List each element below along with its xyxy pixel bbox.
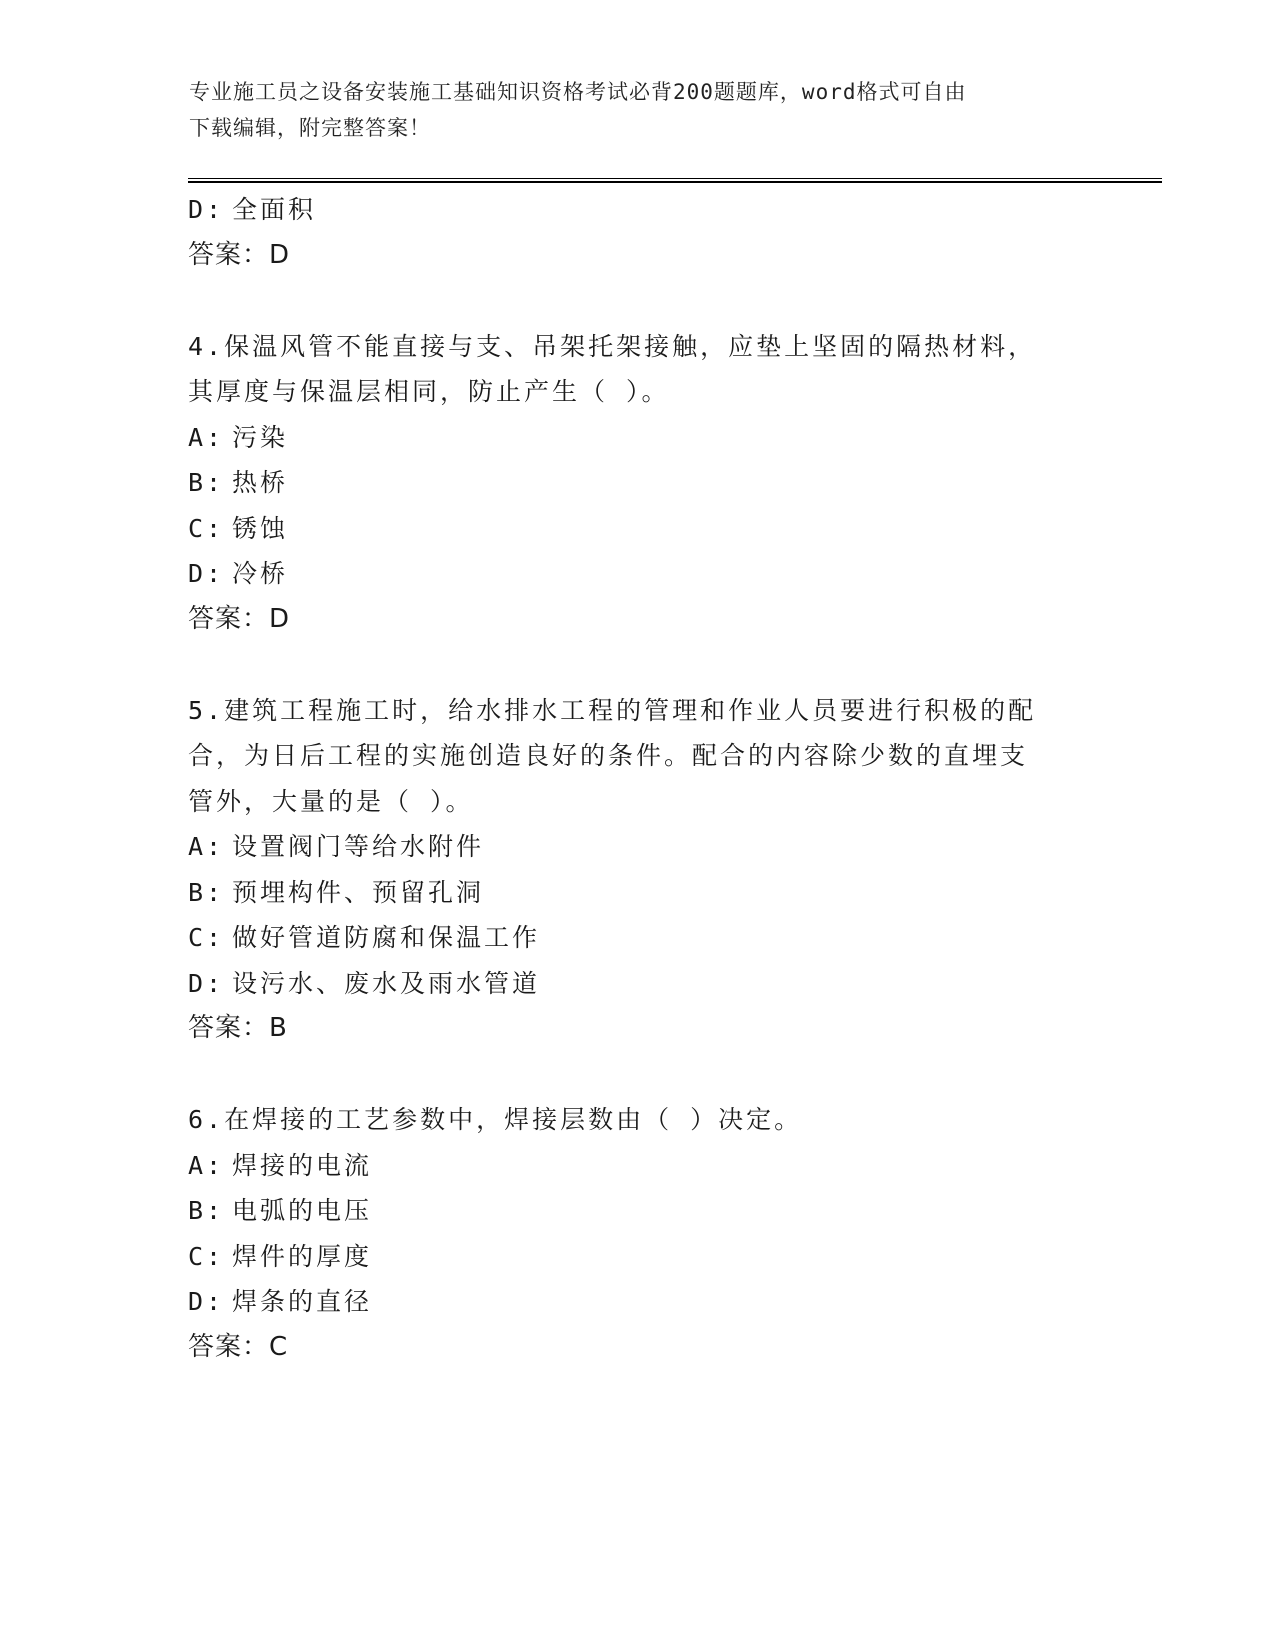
option-text: 污染: [232, 422, 289, 452]
question-block: [188, 1097, 1088, 1370]
answer-line: 答案：C: [188, 1331, 289, 1362]
option-key: B:: [188, 1196, 225, 1225]
option-key: C:: [188, 1241, 225, 1271]
option-c: [188, 506, 1088, 552]
question-stem-line: 管外，大量的是（ ）。: [188, 786, 474, 816]
option-key: D:: [188, 968, 225, 998]
question-stem-line: 其厚度与保温层相同，防止产生（ ）。: [188, 377, 670, 406]
option-a: [188, 1143, 1088, 1189]
option-text: 焊件的厚度: [232, 1241, 373, 1271]
option-text: 做好管道防腐和保温工作: [232, 923, 541, 952]
header-divider: [188, 178, 1162, 183]
option-b: [188, 460, 1088, 506]
question-list: [188, 187, 1088, 1370]
option-text: 焊接的电流: [232, 1150, 373, 1180]
question-stem-line: 5.建筑工程施工时，给水排水工程的管理和作业人员要进行积极的配: [188, 695, 1037, 725]
option-d: [188, 551, 1088, 597]
option-key: D:: [188, 559, 225, 588]
option-text: 锈蚀: [232, 513, 289, 543]
option-key: B:: [188, 468, 225, 497]
option-a: [188, 824, 1088, 870]
question-stem-line: 6.在焊接的工艺参数中，焊接层数由（ ）决定。: [188, 1105, 803, 1134]
question-block: [188, 688, 1088, 1052]
option-text: 热桥: [232, 468, 289, 497]
option-key: A:: [188, 1150, 225, 1180]
answer-line: 答案：B: [188, 1013, 288, 1043]
option-text: 设置阀门等给水附件: [232, 832, 485, 861]
option-key: C:: [188, 513, 225, 543]
option-c: [188, 1234, 1088, 1280]
option-text: 设污水、废水及雨水管道: [232, 968, 541, 998]
option-text: 冷桥: [232, 559, 289, 588]
option-text: 全面积: [232, 195, 317, 224]
option-a: [188, 415, 1088, 461]
question-spacer: [188, 642, 1088, 688]
option-d: [188, 1279, 1088, 1325]
question-spacer: [188, 278, 1088, 324]
option-d: [188, 961, 1088, 1007]
option-text: 电弧的电压: [232, 1196, 373, 1225]
option-key: D:: [188, 1287, 225, 1316]
option-b: [188, 870, 1088, 916]
option-key: D:: [188, 195, 225, 224]
answer-line: 答案：D: [188, 239, 291, 270]
option-text: 焊条的直径: [232, 1287, 373, 1316]
option-key: C:: [188, 923, 225, 952]
option-d: [188, 187, 1088, 233]
document-header: [189, 74, 1089, 146]
option-text: 预埋构件、预留孔洞: [232, 877, 485, 907]
option-b: [188, 1188, 1088, 1234]
question-stem-line: 4.保温风管不能直接与支、吊架托架接触，应垫上坚固的隔热材料，: [188, 331, 1037, 361]
question-stem-line: 合，为日后工程的实施创造良好的条件。配合的内容除少数的直埋支: [188, 741, 1029, 770]
question-block: [188, 324, 1088, 643]
header-title-line-1: 专业施工员之设备安装施工基础知识资格考试必背200题题库，word格式可自由: [189, 80, 967, 104]
option-key: A:: [188, 832, 225, 861]
option-key: A:: [188, 422, 225, 452]
header-title-line-2: 下载编辑，附完整答案！: [189, 116, 431, 140]
question-spacer: [188, 1052, 1088, 1098]
answer-line: 答案：D: [188, 603, 291, 634]
option-key: B:: [188, 877, 225, 907]
option-c: [188, 915, 1088, 961]
